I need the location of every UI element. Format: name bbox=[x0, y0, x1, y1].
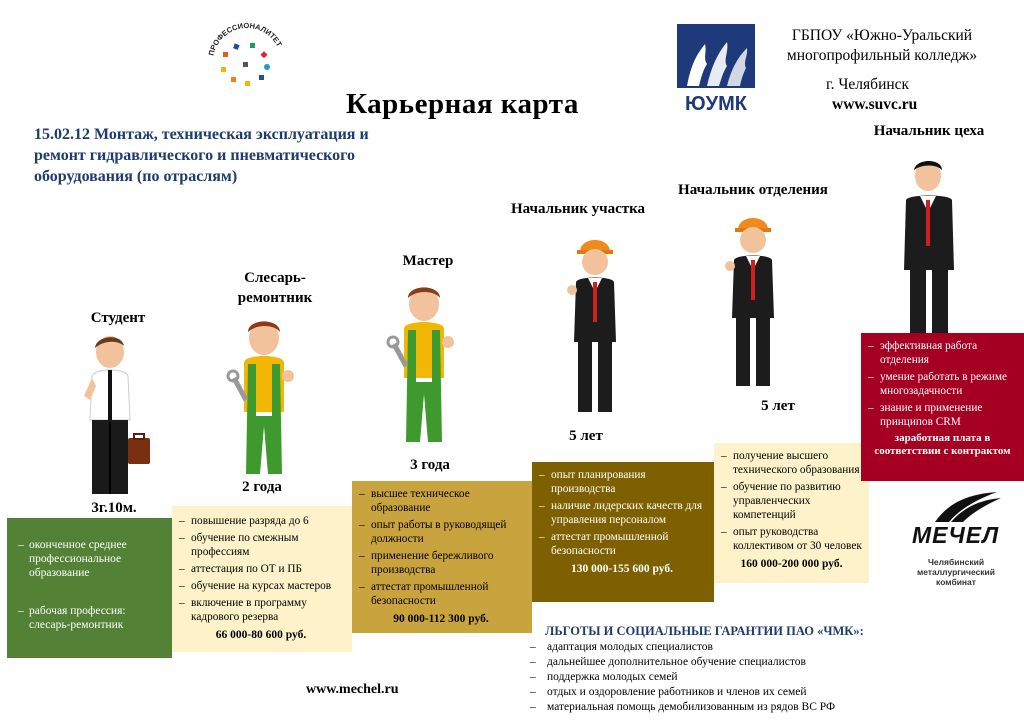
stage-box-master bbox=[352, 481, 532, 633]
salary-range: 66 000-80 600 руб. bbox=[215, 629, 307, 641]
box-item: – аттестация по ОТ и ПБ bbox=[176, 562, 346, 576]
benefits-title: ЛЬГОТЫ И СОЦИАЛЬНЫЕ ГАРАНТИИ ПАО «ЧМК»: bbox=[545, 624, 864, 638]
mechel-name: МЕЧЕЛ bbox=[912, 522, 1000, 548]
stage-title-master: Мастер bbox=[402, 253, 454, 269]
box-item: – опыт планирования производства bbox=[536, 468, 708, 496]
college-city: г. Челябинск bbox=[826, 76, 910, 93]
box-item: – опыт работы в руководящей должности bbox=[356, 518, 526, 546]
department-chief-figure bbox=[724, 210, 782, 388]
benefit-item: – отдых и оздоровление работников и членов их семей bbox=[530, 685, 900, 700]
stage-box-department-chief bbox=[714, 443, 869, 583]
college-website[interactable]: www.suvc.ru bbox=[832, 96, 918, 113]
stage-box-student bbox=[7, 518, 172, 658]
box-item: – обучение по развитию управленческих компетенций bbox=[718, 480, 865, 522]
benefit-item: – дальнейшее дополнительное обучение специалистов bbox=[530, 655, 900, 670]
fitter-figure bbox=[226, 316, 298, 474]
box-item: – оконченное среднее профессиональное образование bbox=[15, 538, 166, 580]
svg-text:ЮУМК: ЮУМК bbox=[685, 93, 747, 115]
svg-text:ПРОФЕССИОНАЛИТЕТ: ПРОФЕССИОНАЛИТЕТ bbox=[206, 22, 284, 57]
workshop-chief-figure bbox=[898, 158, 960, 336]
college-name: ГБПОУ «Южно-Уральский многопрофильный колледж» bbox=[786, 27, 978, 64]
box-item: – обучение на курсах мастеров bbox=[176, 579, 346, 593]
box-item: – знание и применение принципов CRM bbox=[865, 401, 1020, 429]
stage-period-section-chief: 5 лет bbox=[569, 428, 603, 444]
stage-period-fitter: 2 года bbox=[242, 479, 282, 495]
yumk-logo bbox=[677, 24, 755, 116]
student-figure bbox=[78, 330, 156, 500]
box-item: – аттестат промышленной безопасности bbox=[536, 530, 708, 558]
salary-contract: заработная плата в соответствии с контрактом bbox=[874, 432, 1011, 457]
benefit-item: – поддержка молодых семей bbox=[530, 670, 900, 685]
box-item: – рабочая профессия: слесарь-ремонтник bbox=[15, 604, 166, 632]
specialty-title: 15.02.12 Монтаж, техническая эксплуатация и ремонт гидравлического и пневматического оборудования (по отраслям) bbox=[34, 126, 369, 185]
benefit-item: – материальная помощь демобилизованным из рядов ВС РФ bbox=[530, 700, 900, 715]
stage-box-workshop-chief bbox=[861, 333, 1024, 481]
benefit-item: – адаптация молодых специалистов bbox=[530, 640, 900, 655]
benefits-list bbox=[530, 640, 900, 715]
master-figure bbox=[386, 282, 458, 442]
salary-range: 90 000-112 300 руб. bbox=[393, 613, 489, 625]
box-item: – опыт руководства коллективом от 30 человек bbox=[718, 525, 865, 553]
stage-title-section-chief: Начальник участка bbox=[510, 201, 646, 217]
stage-title-fitter: Слесарь-ремонтник bbox=[237, 270, 313, 306]
stage-period-master: 3 года bbox=[410, 457, 450, 473]
stage-box-fitter bbox=[172, 506, 352, 652]
stage-period-student: 3г.10м. bbox=[91, 500, 137, 516]
box-item: – получение высшего технического образования bbox=[718, 449, 865, 477]
box-item: – высшее техническое образование bbox=[356, 487, 526, 515]
stage-period-department-chief: 5 лет bbox=[761, 398, 795, 414]
mechel-subtitle: Челябинский металлургический комбинат bbox=[916, 557, 996, 587]
stage-box-section-chief bbox=[532, 462, 714, 602]
salary-range: 160 000-200 000 руб. bbox=[740, 558, 843, 570]
salary-range: 130 000-155 600 руб. bbox=[571, 563, 673, 575]
stage-title-department-chief: Начальник отделения bbox=[678, 182, 828, 198]
page-title: Карьерная карта bbox=[346, 88, 579, 120]
box-item: – применение бережливого производства bbox=[356, 549, 526, 577]
box-item: – эффективная работа отделения bbox=[865, 339, 1020, 367]
stage-title-workshop-chief: Начальник цеха bbox=[873, 123, 985, 139]
box-item: – обучение по смежным профессиям bbox=[176, 531, 346, 559]
stage-title-student: Студент bbox=[90, 310, 146, 326]
box-item: – включение в программу кадрового резерва bbox=[176, 596, 346, 624]
section-chief-figure bbox=[566, 232, 624, 416]
box-item: – аттестат промышленной безопасности bbox=[356, 580, 526, 608]
box-item: – наличие лидерских качеств для управления персоналом bbox=[536, 499, 708, 527]
box-item: – повышение разряда до 6 bbox=[176, 514, 346, 528]
professionalitet-logo bbox=[205, 22, 289, 102]
mechel-website[interactable]: www.mechel.ru bbox=[306, 682, 399, 697]
box-item: – умение работать в режиме многозадачности bbox=[865, 370, 1020, 398]
